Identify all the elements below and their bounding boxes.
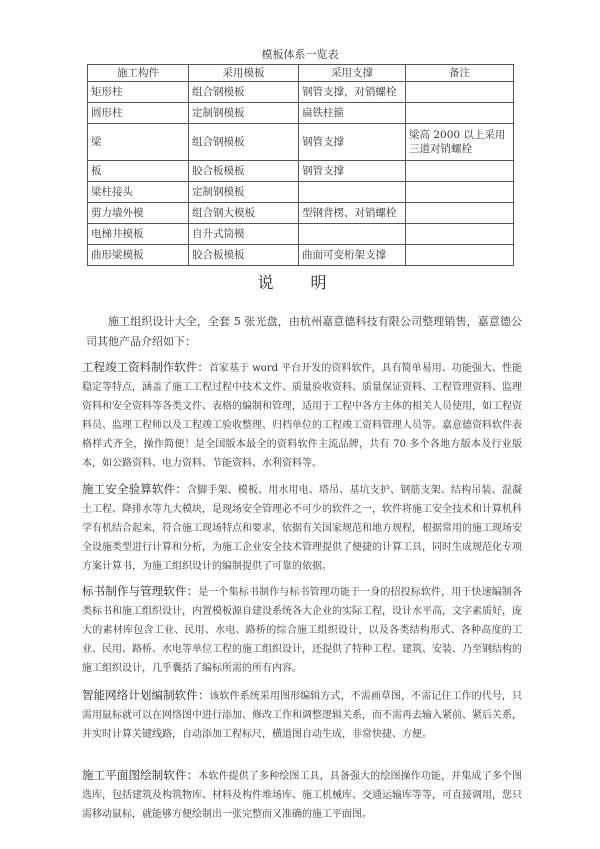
table-cell: 定制钢模板 (189, 103, 299, 124)
table-cell: 组合钢模板 (189, 82, 299, 103)
table-cell: 组合钢模板 (189, 124, 299, 161)
table-cell: 钢管支撑 (299, 124, 406, 161)
product-name: 施工安全验算软件： (82, 482, 187, 496)
table-cell: 钢管支撑 (299, 161, 406, 182)
table-cell: 圆形柱 (88, 103, 189, 124)
table-cell (406, 245, 514, 266)
table-cell (406, 161, 514, 182)
product-description: 该软件系统采用图形编辑方式，不需画草图，不需记住工作的代号，只需用鼠标就可以在网络图中进行添加、修改工作和调整逻辑关系，而不需再去输入紧前、紧后关系，并实时计算关键线路，自动添加工程标尺，横道图自动生成，非常快捷、方便。 (82, 691, 523, 740)
table-row (88, 161, 514, 182)
table-cell (406, 203, 514, 224)
product-paragraph-safety-calc (82, 480, 522, 576)
table-row (88, 182, 514, 203)
product-description: 本软件提供了多种绘图工具，具备强大的绘图操作功能，并集成了多个图选库，包括建筑及构筑物库、材料及构件堆场库、施工机械库、交通运输库等等，可直接调用，您只需移动鼠标，就能够方便绘制出一张完整而又准确的施工平面图。 (82, 771, 522, 820)
table-row (88, 224, 514, 245)
header-remark: 备注 (406, 65, 514, 82)
table-cell: 剪力墙外模 (88, 203, 189, 224)
table-cell (406, 82, 514, 103)
table-row (88, 203, 514, 224)
table-cell: 型钢背楞、对销螺栓 (299, 203, 406, 224)
product-description: 是一个集标书制作与标书管理功能于一身的招投标软件，用于快速编制各类标书和施工组织设计，内置模板源自建设系统各大企业的实际工程，设计水平高，文字素质好，庞大的素材库包含工业、民用、水电、路桥的综合施工组织设计，以及各类结构形式、各种高度的工业、民用、路桥、水电等单位工程的施工组织设计，还提供了特种工程、建筑、安装、乃至钢结构的施工组织设计，几乎囊括了编标所需的所有内容。 (82, 587, 522, 674)
table-cell (299, 224, 406, 245)
table-cell (406, 224, 514, 245)
table-row (88, 82, 514, 103)
section-title: 说 明 (257, 273, 343, 292)
product-name: 标书制作与管理软件： (82, 584, 199, 598)
header-support: 采用支撑 (299, 65, 406, 82)
table-cell: 板 (88, 161, 189, 182)
product-description: 含脚手架、模板、用水用电、塔吊、基坑支护、钢筋支架、结构吊装、混凝土工程、降排水等九大模块，是现场安全管理必不可少的软件之一，软件将施工安全技术和计算机科学有机结合起来，符合施工现场特点和要求，依据有关国家规范和地方规程，根据常用的施工现场安全设施类型进行计算和分析，为施工企业安全技术管理提供了便捷的计算工具，同时生成规范化专项方案计算书，为施工组织设计的编制提供了可靠的依据。 (82, 485, 523, 572)
table-cell: 电梯井模板 (88, 224, 189, 245)
table-cell (406, 182, 514, 203)
table-cell: 梁 (88, 124, 189, 161)
table-cell: 组合钢大模板 (189, 203, 299, 224)
table-row (88, 245, 514, 266)
table-title: 模板体系一览表 (261, 48, 339, 61)
table-cell: 定制钢模板 (189, 182, 299, 203)
table-row (88, 103, 514, 124)
intro-paragraph: 施工组织设计大全，全套 5 张光盘，由杭州嘉意德科技有限公司整理销售，嘉意德公司其他产品介绍如下： (86, 315, 522, 348)
table-cell: 胶合板模板 (189, 245, 299, 266)
table-cell: 梁柱接头 (88, 182, 189, 203)
product-paragraph-site-plan (82, 766, 522, 824)
table-cell: 自升式筒模 (189, 224, 299, 245)
header-formwork: 采用模板 (189, 65, 299, 82)
table-cell: 钢管支撑，对销螺栓 (299, 82, 406, 103)
product-paragraph-completion-docs (82, 358, 522, 473)
table-cell: 扁铁柱箍 (299, 103, 406, 124)
table-header-row (88, 65, 514, 82)
table-cell: 曲形梁模板 (88, 245, 189, 266)
table-cell: 胶合板模板 (189, 161, 299, 182)
table-cell: 矩形柱 (88, 82, 189, 103)
product-paragraph-network-plan (82, 686, 522, 744)
product-description: 首家基于 word 平台开发的资料软件，具有简单易用、功能强大、性能稳定等特点，涵盖了施工工程过程中技术文件、质量验收资料、质量保证资料、工程管理资料、监理资料和安全资料等各类文件、表格的编制和管理，适用于工程中各方主体的相关人员使用，如工程资料员、监理工程师以及工程竣工验收整理、归档单位的工程竣工资料管理人员等。嘉意德资料软件表格样式齐全，操作简便！是全国版本最全的资料软件主流品牌，共有 70 多个各地方版本及行业版本，如公路资料、电力资料、节能资料、水利资料等。 (82, 363, 523, 469)
product-name: 工程竣工资料制作软件： (82, 360, 209, 374)
table-cell: 曲面可变桁架支撑 (299, 245, 406, 266)
product-name: 智能网络计划编制软件： (82, 688, 210, 702)
product-name: 施工平面图绘制软件： (82, 768, 199, 782)
header-component: 施工构件 (88, 65, 189, 82)
table-row (88, 124, 514, 161)
table-cell: 梁高 2000 以上采用三道对销螺栓 (406, 124, 514, 161)
table-cell (299, 182, 406, 203)
table-cell (406, 103, 514, 124)
product-paragraph-bid-docs (82, 582, 522, 678)
formwork-table (87, 64, 514, 266)
